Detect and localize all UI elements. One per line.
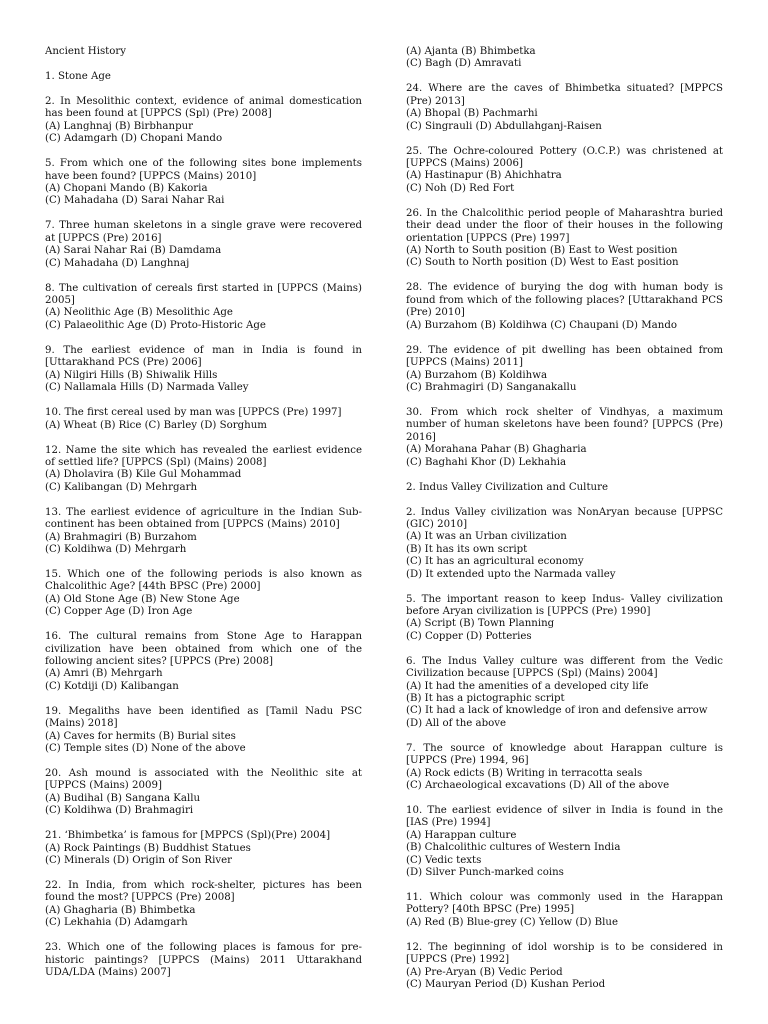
left-column	[45, 46, 362, 992]
option-line: (C) Adamgarh (D) Chopani Mando	[45, 133, 223, 145]
option-line: (C) Lekhahia (D) Adamgarh	[45, 917, 188, 929]
question-text: 6. The Indus Valley culture was different from the Vedic Civilization because [UPPCS (Spl) (Mains) 2004]	[406, 655, 723, 680]
text-line: 2. Indus Valley Civilization and Culture	[406, 481, 608, 493]
option-line: (A) Rock edicts (B) Writing in terracotta seals	[406, 767, 643, 779]
option-line: (A) Morahana Pahar (B) Ghagharia	[406, 444, 587, 456]
question-block	[406, 594, 723, 644]
option-line: (D) Silver Punch-marked coins	[406, 867, 564, 879]
question-block	[45, 569, 362, 619]
question-block	[45, 507, 362, 557]
question-block	[45, 830, 362, 867]
option-line: (C) Mahadaha (D) Sarai Nahar Rai	[45, 195, 225, 207]
question-text: 10. The first cereal used by man was [UPPCS (Pre) 1997]	[45, 407, 342, 419]
option-line: (C) Noh (D) Red Fort	[406, 182, 515, 194]
question-text: 5. The important reason to keep Indus- Valley civilization before Aryan civilization is [UPPCS (Pre) 1990]	[406, 593, 723, 617]
question-text: 16. The cultural remains from Stone Age to Harappan civilization have been obtained from which one of the following ancient sites? [UPPCS (Pre) 2008]	[45, 631, 362, 667]
option-line: (C) South to North position (D) West to East position	[406, 257, 679, 269]
option-line: (A) Red (B) Blue-grey (C) Yellow (D) Blue	[406, 916, 619, 928]
question-block	[406, 146, 723, 196]
option-line: (B) Chalcolithic cultures of Western India	[406, 842, 621, 854]
option-line: (C) Baghahi Khor (D) Lekhahia	[406, 456, 567, 468]
option-line: (A) Harappan culture	[406, 829, 517, 841]
question-block	[406, 656, 723, 730]
option-line: (C) Palaeolithic Age (D) Proto-Historic Age	[45, 319, 266, 331]
question-block	[406, 942, 723, 992]
question-text: 9. The earliest evidence of man in India is found in [Uttarakhand PCS (Pre) 2006]	[45, 344, 362, 369]
question-text: 23. Which one of the following places is famous for pre-historic paintings? [UPPCS (Mains) 2011 Uttarakhand UDA/LDA (Mains) 2007]	[45, 942, 362, 979]
question-text: 2. Indus Valley civilization was NonAryan because [UPPSC (GIC) 2010]	[406, 506, 723, 530]
option-line: (A) Burzahom (B) Koldihwa	[406, 369, 548, 381]
option-line: (C) Koldihwa (D) Brahmagiri	[45, 805, 194, 817]
right-column	[406, 46, 723, 1004]
question-block	[45, 631, 362, 693]
option-line: (A) Langhnaj (B) Birbhanpur	[45, 120, 194, 132]
option-line: (C) Mauryan Period (D) Kushan Period	[406, 979, 606, 991]
text-block	[406, 482, 723, 494]
question-block	[45, 768, 362, 818]
option-line: (B) It has its own script	[406, 543, 528, 555]
option-line: (C) Minerals (D) Origin of Son River	[45, 855, 232, 867]
option-line: (A) Brahmagiri (B) Burzahom	[45, 531, 197, 543]
question-block	[45, 706, 362, 756]
option-line: (A) Script (B) Town Planning	[406, 618, 555, 630]
option-line: (A) Hastinapur (B) Ahichhatra	[406, 170, 562, 182]
question-block	[45, 220, 362, 270]
question-text: 25. The Ochre-coloured Pottery (O.C.P.) was christened at [UPPCS (Mains) 2006]	[406, 145, 723, 170]
question-text: 24. Where are the caves of Bhimbetka situated? [MPPCS (Pre) 2013]	[406, 83, 723, 107]
question-text: 30. From which rock shelter of Vindhyas, a maximum number of human skeletons have been found? [UPPCS (Pre) 2016]	[406, 406, 723, 443]
question-text: 21. ‘Bhimbetka’ is famous for [MPPCS (Spl)(Pre) 2004]	[45, 830, 331, 842]
question-block	[406, 83, 723, 133]
question-text: 22. In India, from which rock-shelter, pictures has been found the most? [UPPCS (Pre) 2008]	[45, 880, 362, 904]
question-text: 5. From which one of the following sites bone implements have been found? [UPPCS (Mains) 2010]	[45, 158, 362, 182]
question-block	[406, 345, 723, 395]
option-line: (C) Singrauli (D) Abdullahganj-Raisen	[406, 120, 602, 132]
question-text: 11. Which colour was commonly used in the Harappan Pottery? [40th BPSC (Pre) 1995]	[406, 892, 723, 916]
question-text: 7. Three human skeletons in a single grave were recovered at [UPPCS (Pre) 2016]	[45, 220, 362, 244]
option-line: (C) Kotdiji (D) Kalibangan	[45, 680, 179, 692]
option-line: (C) Copper Age (D) Iron Age	[45, 606, 193, 618]
question-block	[45, 407, 362, 432]
question-block	[406, 805, 723, 879]
question-text: 8. The cultivation of cereals first started in [UPPCS (Mains) 2005]	[45, 282, 362, 307]
question-block	[406, 743, 723, 793]
text-line: (A) Ajanta (B) Bhimbetka	[406, 46, 536, 57]
question-text: 12. The beginning of idol worship is to be considered in [UPPCS (Pre) 1992]	[406, 941, 723, 966]
option-line: (C) Temple sites (D) None of the above	[45, 743, 246, 754]
question-block	[406, 282, 723, 332]
option-line: (C) Koldihwa (D) Mehrgarh	[45, 543, 187, 555]
question-block	[45, 345, 362, 395]
option-line: (A) Amri (B) Mehrgarh	[45, 668, 163, 680]
question-block	[45, 942, 362, 979]
option-line: (A) Old Stone Age (B) New Stone Age	[45, 593, 240, 605]
option-line: (C) It had a lack of knowledge of iron and defensive arrow	[406, 705, 708, 717]
option-line: (A) It had the amenities of a developed city life	[406, 680, 649, 692]
option-line: (C) Archaeological excavations (D) All of the above	[406, 780, 670, 792]
question-block	[406, 507, 723, 581]
question-block	[45, 283, 362, 333]
option-line: (A) Bhopal (B) Pachmarhi	[406, 108, 538, 120]
text-line: Ancient History	[45, 46, 127, 57]
question-text: 19. Megaliths have been identified as [Tamil Nadu PSC (Mains) 2018]	[45, 705, 362, 730]
option-line: (A) It was an Urban civilization	[406, 531, 567, 543]
question-text: 10. The earliest evidence of silver in India is found in the [IAS (Pre) 1994]	[406, 805, 723, 829]
question-text: 20. Ash mound is associated with the Neolithic site at [UPPCS (Mains) 2009]	[45, 768, 362, 792]
option-line: (A) Caves for hermits (B) Burial sites	[45, 730, 236, 742]
question-block	[45, 158, 362, 208]
text-line: (C) Bagh (D) Amravati	[406, 58, 522, 70]
question-text: 28. The evidence of burying the dog with human body is found from which of the following places? [Uttarakhand PCS (Pre) 2010]	[406, 282, 723, 319]
question-text: 15. Which one of the following periods is also known as Chalcolithic Age? [44th BPSC (Pre) 2000]	[45, 568, 362, 593]
option-line: (C) Copper (D) Potteries	[406, 630, 532, 642]
option-line: (C) Brahmagiri (D) Sanganakallu	[406, 381, 577, 393]
question-block	[45, 445, 362, 495]
option-line: (A) Wheat (B) Rice (C) Barley (D) Sorghum	[45, 419, 267, 431]
question-text: 2. In Mesolithic context, evidence of animal domestication has been found at [UPPCS (Spl) (Pre) 2008]	[45, 96, 362, 120]
option-line: (A) Sarai Nahar Rai (B) Damdama	[45, 245, 222, 257]
option-line: (C) Vedic texts	[406, 854, 482, 866]
option-line: (A) Rock Paintings (B) Buddhist Statues	[45, 842, 251, 854]
option-line: (A) Dholavira (B) Kile Gul Mohammad	[45, 469, 242, 481]
option-line: (D) It extended upto the Narmada valley	[406, 568, 616, 580]
question-block	[406, 892, 723, 929]
option-line: (A) Budihal (B) Sangana Kallu	[45, 792, 201, 804]
question-text: 12. Name the site which has revealed the earliest evidence of settled life? [UPPCS (Spl) (Mains) 2008]	[45, 444, 362, 468]
option-line: (B) It has a pictographic script	[406, 693, 565, 704]
text-line: 1. Stone Age	[45, 71, 111, 82]
text-block	[45, 71, 362, 83]
question-block	[406, 407, 723, 469]
text-block	[45, 46, 362, 58]
option-line: (C) Mahadaha (D) Langhnaj	[45, 257, 190, 269]
question-block	[406, 208, 723, 270]
question-text: 26. In the Chalcolithic period people of Maharashtra buried their dead under the floor of their houses in the following orientation [UPPCS (Pre) 1997]	[406, 207, 723, 244]
option-line: (A) Neolithic Age (B) Mesolithic Age	[45, 307, 233, 319]
option-line: (A) Nilgiri Hills (B) Shiwalik Hills	[45, 369, 218, 381]
option-line: (C) It has an agricultural economy	[406, 556, 584, 568]
question-text: 29. The evidence of pit dwelling has been obtained from [UPPCS (Mains) 2011]	[406, 344, 723, 369]
text-block	[406, 46, 723, 71]
option-line: (A) Chopani Mando (B) Kakoria	[45, 183, 208, 195]
option-line: (A) North to South position (B) East to West position	[406, 245, 678, 257]
option-line: (C) Kalibangan (D) Mehrgarh	[45, 481, 198, 493]
question-block	[45, 96, 362, 146]
question-text: 13. The earliest evidence of agriculture in the Indian Sub-continent has been obtained from [UPPCS (Mains) 2010]	[45, 506, 362, 531]
question-text: 7. The source of knowledge about Harappan culture is [UPPCS (Pre) 1994, 96]	[406, 742, 723, 767]
option-line: (A) Ghagharia (B) Bhimbetka	[45, 904, 196, 916]
question-block	[45, 880, 362, 930]
option-line: (D) All of the above	[406, 717, 507, 729]
option-line: (A) Burzahom (B) Koldihwa (C) Chaupani (D) Mando	[406, 319, 677, 331]
option-line: (A) Pre-Aryan (B) Vedic Period	[406, 966, 563, 978]
option-line: (C) Nallamala Hills (D) Narmada Valley	[45, 382, 249, 394]
